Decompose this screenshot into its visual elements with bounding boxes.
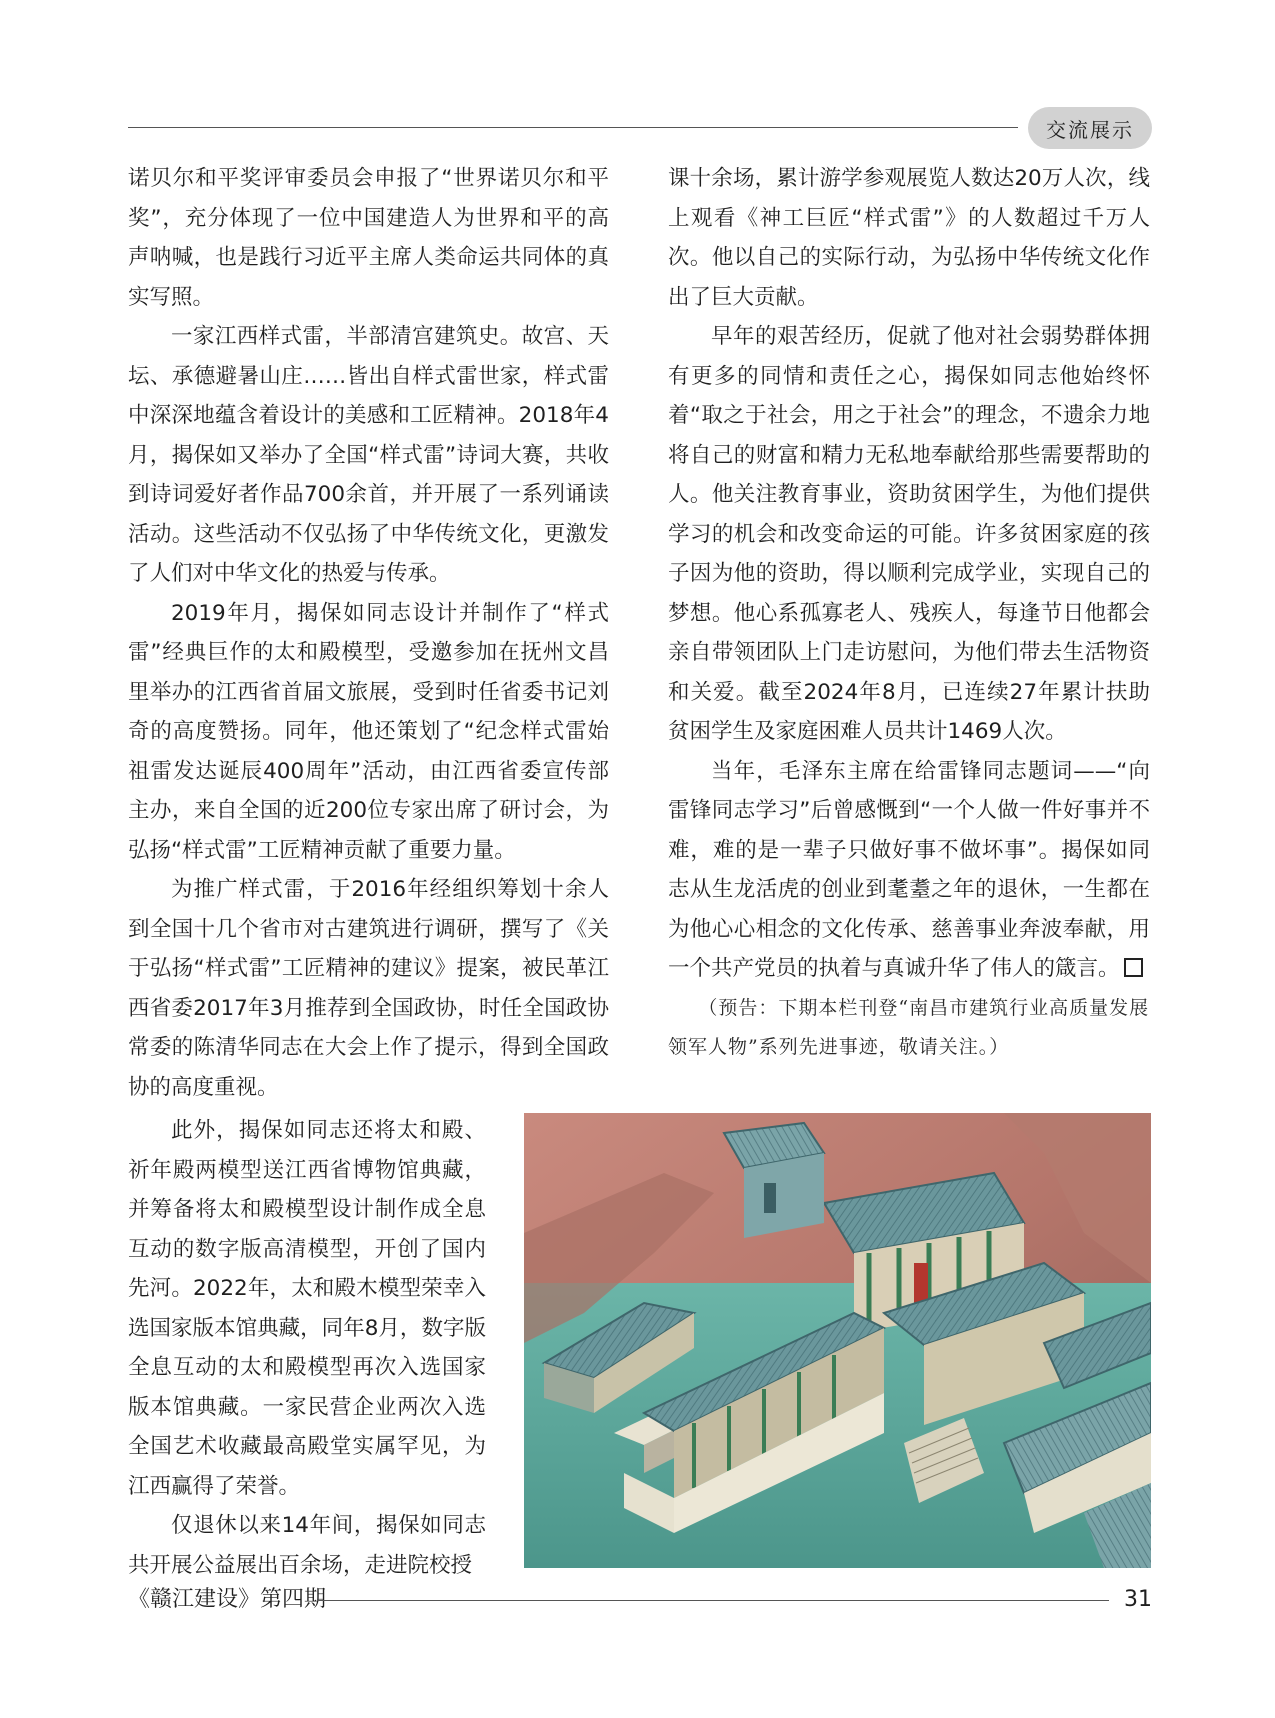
page-number: 31 xyxy=(1124,1587,1152,1612)
left-column-bottom xyxy=(128,1111,486,1585)
next-issue-notice xyxy=(668,989,1150,1067)
article-paragraph: 此外，揭保如同志还将太和殿、祈年殿两模型送江西省博物馆典藏，并筹备将太和殿模型设计制作成全息互动的数字版高清模型，开创了国内先河。2022年，太和殿木模型荣幸入选国家版本馆典藏，同年8月，数字版全息互动的太和殿模型再次入选国家版本馆典藏。一家民营企业两次入选全国艺术收藏最高殿堂实属罕见，为江西赢得了荣誉。 xyxy=(128,1118,486,1499)
notice-text: （预告：下期本栏刊登“南昌市建筑行业高质量发展领军人物”系列先进事迹，敬请关注。） xyxy=(668,996,1150,1058)
article-paragraph: 课十余场，累计游学参观展览人数达20万人次，线上观看《神工巨匠“样式雷”》的人数超过千万人次。他以自己的实际行动，为弘扬中华传统文化作出了巨大贡献。 xyxy=(668,166,1150,310)
journal-title: 《赣江建设》第四期 xyxy=(128,1587,327,1612)
article-paragraph: 为推广样式雷，于2016年经组织筹划十余人到全国十几个省市对古建筑进行调研，撰写了《关于弘扬“样式雷”工匠精神的建议》提案，被民革江西省委2017年3月推荐到全国政协，时任全国政协常委的陈清华同志在大会上作了提示，得到全国政协的高度重视。 xyxy=(128,877,609,1100)
article-paragraph xyxy=(668,752,1150,989)
article-paragraph: 诺贝尔和平奖评审委员会申报了“世界诺贝尔和平奖”，充分体现了一位中国建造人为世界和平的高声呐喊，也是践行习近平主席人类命运共同体的真实写照。 xyxy=(128,166,609,310)
header-rule xyxy=(128,127,1018,128)
article-paragraph: 早年的艰苦经历，促就了他对社会弱势群体拥有更多的同情和责任之心，揭保如同志他始终怀着“取之于社会，用之于社会”的理念，不遗余力地将自己的财富和精力无私地奉献给那些需要帮助的人。他关注教育事业，资助贫困学生，为他们提供学习的机会和改变命运的可能。许多贫困家庭的孩子因为他的资助，得以顺利完成学业，实现自己的梦想。他心系孤寡老人、残疾人，每逢节日他都会亲自带领团队上门走访慰问，为他们带去生活物资和关爱。截至2024年8月，已连续27年累计扶助贫困学生及家庭困难人员共计1469人次。 xyxy=(668,324,1150,744)
section-label: 交流展示 xyxy=(1028,107,1152,149)
left-column xyxy=(128,159,609,1107)
article-paragraph: 2019年月，揭保如同志设计并制作了“样式雷”经典巨作的太和殿模型，受邀参加在抚州文昌里举办的江西省首届文旅展，受到时任省委书记刘奇的高度赞扬。同年，他还策划了“纪念样式雷始祖雷发达诞辰400周年”活动，由江西省委宣传部主办，来自全国的近200位专家出席了研讨会，为弘扬“样式雷”工匠精神贡献了重要力量。 xyxy=(128,600,609,863)
end-mark-icon xyxy=(1124,958,1143,977)
right-column xyxy=(668,159,1150,1067)
article-paragraph: 一家江西样式雷，半部清宫建筑史。故宫、天坛、承德避暑山庄……皆出自样式雷世家，样式雷中深深地蕴含着设计的美感和工匠精神。2018年4月，揭保如又举办了全国“样式雷”诗词大赛，共收到诗词爱好者作品700余首，并开展了一系列诵读活动。这些活动不仅弘扬了中华传统文化，更激发了人们对中华文化的热爱与传承。 xyxy=(128,324,609,586)
closing-paragraph-text: 当年，毛泽东主席在给雷锋同志题词——“向雷锋同志学习”后曾感慨到“一个人做一件好事并不难，难的是一辈子只做好事不做坏事”。揭保如同志从生龙活虎的创业到耄耋之年的退休，一生都在为他心心相念的文化传承、慈善事业奔波奉献，用一个共产党员的执着与真诚升华了伟人的箴言。 xyxy=(668,758,1150,981)
article-paragraph: 仅退休以来14年间，揭保如同志共开展公益展出百余场，走进院校授 xyxy=(128,1513,486,1578)
footer-rule xyxy=(317,1600,1109,1601)
palace-model-photo xyxy=(524,1113,1151,1568)
